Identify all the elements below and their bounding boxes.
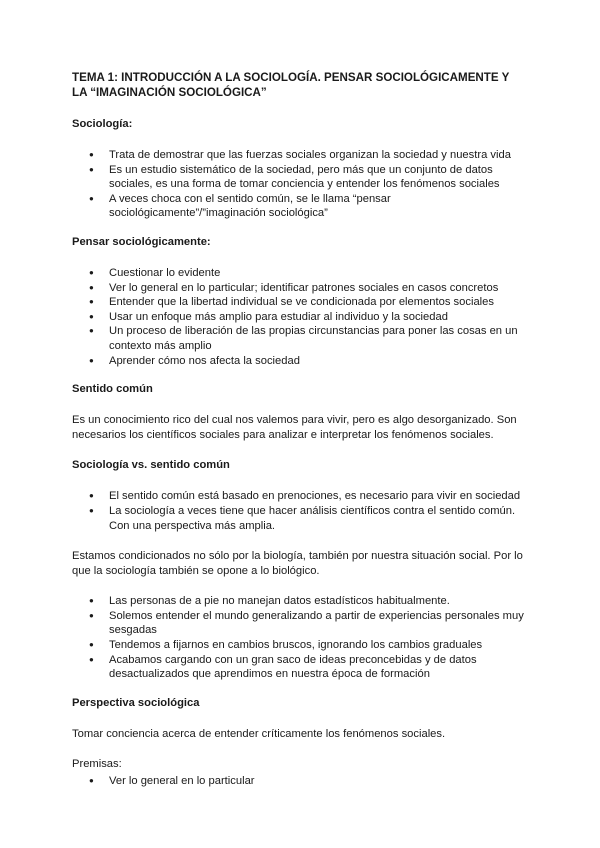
bullet-icon: ● (89, 491, 94, 501)
list-item: ● Un proceso de liberación de las propias circunstancias para poner las cosas en un contexto más amplio (89, 325, 518, 352)
paragraph-perspectiva: Tomar conciencia acerca de entender críticamente los fenómenos sociales. (72, 727, 446, 740)
list-item: ● A veces choca con el sentido común, se le llama “pensar sociológicamente”/”imaginación sociológica” (89, 192, 391, 220)
list-item: ● La sociología a veces tiene que hacer análisis científicos contra el sentido común. Con una perspectiva más amplia. (89, 504, 516, 532)
bullet-icon: ● (89, 596, 94, 606)
section-heading-perspectiva: Perspectiva sociológica (72, 696, 200, 709)
bullet-icon: ● (89, 297, 94, 307)
list-item: ● Solemos entender el mundo generalizando a partir de experiencias personales muy sesgadas (89, 609, 524, 637)
bullet-icon: ● (89, 267, 94, 277)
document-page (72, 70, 528, 789)
list-item: ● Usar un enfoque más amplio para estudiar al individuo y la sociedad (89, 310, 448, 323)
document-title: TEMA 1: INTRODUCCIÓN A LA SOCIOLOGÍA. PENSAR SOCIOLÓGICAMENTE Y LA “IMAGINACIÓN SOCIOLÓGICA” (72, 71, 510, 99)
list-item: ● Aprender cómo nos afecta la sociedad (89, 354, 300, 367)
paragraph-sentido-comun: Es un conocimiento rico del cual nos valemos para vivir, pero es algo desorganizado. Son necesarios los científicos sociales para analizar e interpretar los fenómenos sociales. (72, 414, 517, 441)
bullet-icon: ● (89, 610, 94, 620)
section-heading-vs: Sociología vs. sentido común (72, 459, 230, 472)
bullet-icon: ● (89, 164, 94, 174)
bullet-icon: ● (89, 505, 94, 515)
list-item: ● Ver lo general en lo particular (89, 775, 255, 788)
bullet-icon: ● (89, 355, 94, 365)
paragraph-vs: Estamos condicionados no sólo por la biología, también por nuestra situación social. Por lo que la sociología también se opone a lo biológico. (72, 550, 523, 577)
list-item: ● Acabamos cargando con un gran saco de ideas preconcebidas y de datos desactualizados que aprendimos en nuestra época de formación (89, 653, 477, 681)
bullet-icon: ● (89, 282, 94, 292)
section-heading-sentido-comun: Sentido común (72, 383, 153, 396)
premisas-label: Premisas: (72, 758, 122, 771)
section-heading-sociologia: Sociología: (72, 118, 133, 130)
list-item: ● Trata de demostrar que las fuerzas sociales organizan la sociedad y nuestra vida (89, 149, 511, 161)
bullet-icon: ● (89, 150, 94, 159)
list-vs-2 (72, 594, 528, 682)
section-heading-pensar: Pensar sociológicamente: (72, 235, 211, 248)
bullet-icon: ● (89, 311, 94, 321)
bullet-icon: ● (89, 776, 94, 786)
list-item: ● Las personas de a pie no manejan datos estadísticos habitualmente. (89, 595, 450, 608)
list-item: ● Ver lo general en lo particular; identificar patrones sociales en casos concretos (89, 281, 499, 294)
bullet-icon: ● (89, 654, 94, 664)
list-item: ● Cuestionar lo evidente (89, 266, 221, 279)
list-item: ● El sentido común está basado en prenociones, es necesario para vivir en sociedad (89, 490, 521, 503)
list-item: ● Es un estudio sistemático de la sociedad, pero más que un conjunto de datos sociales, es una forma de tomar conciencia y entender los fenómenos sociales (89, 163, 500, 191)
list-item: ● Entender que la libertad individual se ve condicionada por elementos sociales (89, 296, 494, 309)
bullet-icon: ● (89, 640, 94, 650)
bullet-icon: ● (89, 326, 94, 336)
bullet-icon: ● (89, 193, 94, 203)
list-item: ● Tendemos a fijarnos en cambios bruscos, ignorando los cambios graduales (89, 639, 483, 652)
list-sociologia (72, 148, 528, 221)
list-premisas (72, 774, 528, 789)
list-vs (72, 489, 528, 533)
list-pensar (72, 266, 528, 368)
